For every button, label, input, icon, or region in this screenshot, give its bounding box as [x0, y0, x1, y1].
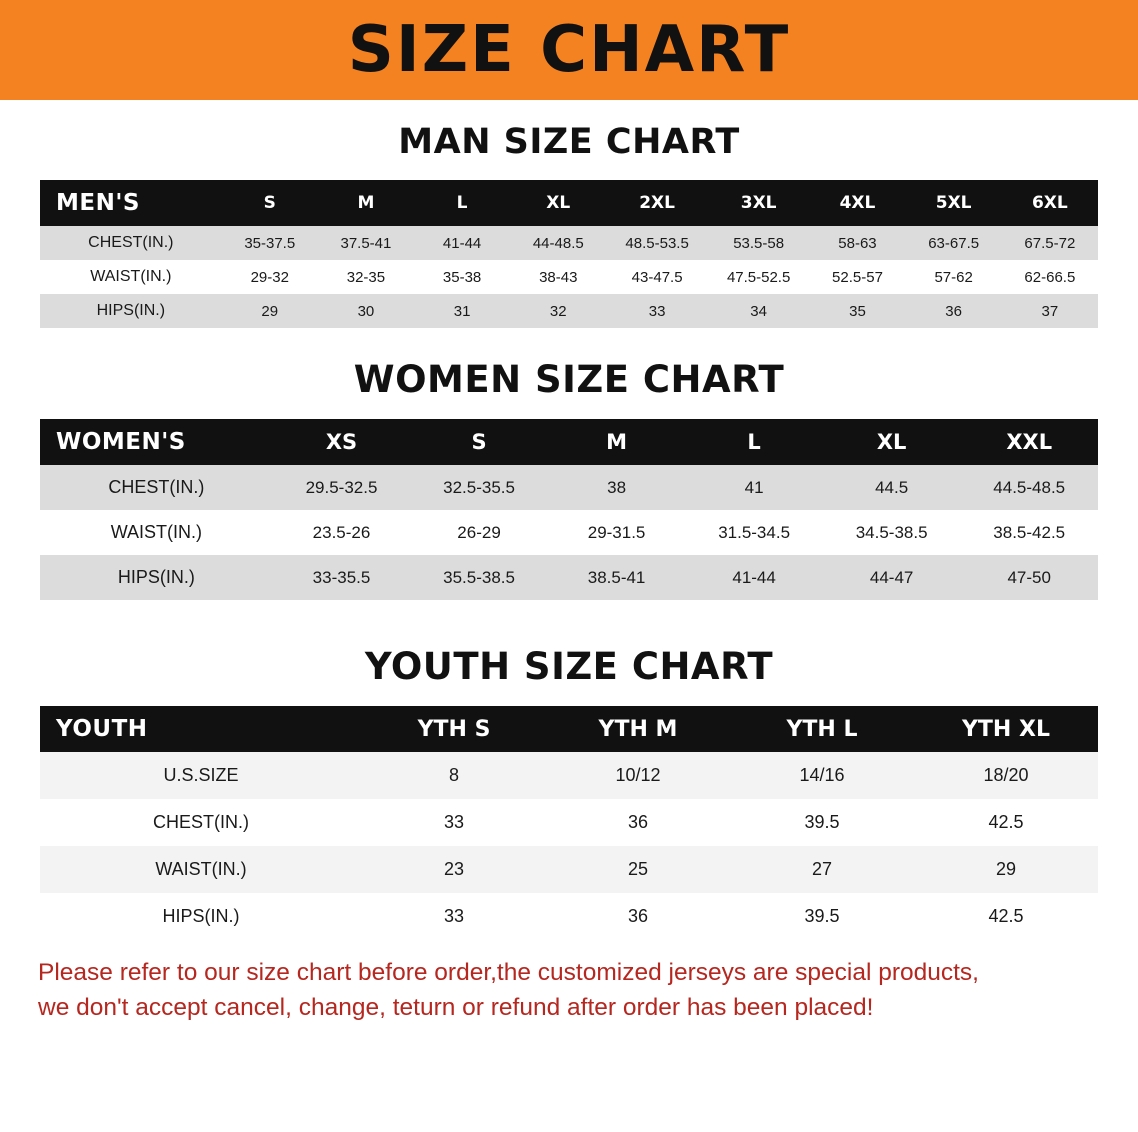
table-cell: 8 — [362, 752, 546, 799]
column-header: 5XL — [906, 180, 1002, 226]
page-banner — [0, 0, 1138, 100]
column-header: YTH L — [730, 706, 914, 752]
table-row — [40, 510, 1098, 555]
women-section-heading: WOMEN SIZE CHART — [353, 358, 785, 401]
table-header-row — [40, 180, 1098, 226]
table-row — [40, 846, 1098, 893]
table-cell: 67.5-72 — [1002, 226, 1098, 260]
table-cell: 32.5-35.5 — [410, 465, 548, 510]
table-cell: 39.5 — [730, 893, 914, 940]
table-cell: 53.5-58 — [708, 226, 810, 260]
table-cell: 35 — [809, 294, 905, 328]
women-size-table — [40, 419, 1098, 600]
youth-table-wrap — [0, 706, 1138, 940]
table-row — [40, 465, 1098, 510]
table-cell: 38.5-41 — [548, 555, 686, 600]
table-cell: 42.5 — [914, 799, 1098, 846]
table-cell: 35-38 — [414, 260, 510, 294]
table-cell: 38.5-42.5 — [960, 510, 1098, 555]
row-label: HIPS(IN.) — [40, 294, 222, 328]
table-cell: 63-67.5 — [906, 226, 1002, 260]
table-cell: 35.5-38.5 — [410, 555, 548, 600]
row-label: WAIST(IN.) — [40, 260, 222, 294]
column-header: M — [318, 180, 414, 226]
column-header: S — [222, 180, 318, 226]
table-row — [40, 260, 1098, 294]
column-header: YTH S — [362, 706, 546, 752]
table-cell: 38 — [548, 465, 686, 510]
policy-note — [0, 956, 1138, 1026]
table-cell: 31 — [414, 294, 510, 328]
table-cell: 26-29 — [410, 510, 548, 555]
table-cell: 18/20 — [914, 752, 1098, 799]
table-cell: 38-43 — [510, 260, 606, 294]
column-header: YTH M — [546, 706, 730, 752]
row-label: WAIST(IN.) — [40, 846, 362, 893]
column-header: S — [410, 419, 548, 465]
table-cell: 23 — [362, 846, 546, 893]
table-cell: 27 — [730, 846, 914, 893]
table-cell: 47-50 — [960, 555, 1098, 600]
table-cell: 47.5-52.5 — [708, 260, 810, 294]
table-cell: 36 — [546, 799, 730, 846]
table-cell: 44.5-48.5 — [960, 465, 1098, 510]
table-cell: 29.5-32.5 — [273, 465, 411, 510]
column-header: YOUTH — [40, 706, 362, 752]
row-label: CHEST(IN.) — [40, 799, 362, 846]
table-cell: 44-47 — [823, 555, 961, 600]
table-row — [40, 893, 1098, 940]
table-cell: 23.5-26 — [273, 510, 411, 555]
table-cell: 32 — [510, 294, 606, 328]
row-label: U.S.SIZE — [40, 752, 362, 799]
man-section-heading: MAN SIZE CHART — [398, 122, 740, 162]
table-cell: 57-62 — [906, 260, 1002, 294]
column-header: 3XL — [708, 180, 810, 226]
table-cell: 31.5-34.5 — [685, 510, 823, 555]
row-label: HIPS(IN.) — [40, 555, 273, 600]
column-header: L — [414, 180, 510, 226]
table-cell: 32-35 — [318, 260, 414, 294]
table-cell: 52.5-57 — [809, 260, 905, 294]
women-table-wrap — [0, 419, 1138, 600]
youth-section-heading: YOUTH SIZE CHART — [364, 645, 774, 688]
column-header: YTH XL — [914, 706, 1098, 752]
table-cell: 41-44 — [414, 226, 510, 260]
table-cell: 41 — [685, 465, 823, 510]
table-cell: 29-32 — [222, 260, 318, 294]
policy-note-line-1: Please refer to our size chart before order,the customized jerseys are special products, — [38, 959, 979, 986]
table-cell: 44-48.5 — [510, 226, 606, 260]
column-header: XXL — [960, 419, 1098, 465]
table-cell: 10/12 — [546, 752, 730, 799]
man-table-wrap — [0, 180, 1138, 328]
table-cell: 48.5-53.5 — [606, 226, 708, 260]
table-cell: 36 — [906, 294, 1002, 328]
table-cell: 58-63 — [809, 226, 905, 260]
table-cell: 25 — [546, 846, 730, 893]
table-row — [40, 294, 1098, 328]
table-row — [40, 226, 1098, 260]
table-cell: 33 — [606, 294, 708, 328]
table-cell: 33 — [362, 799, 546, 846]
table-cell: 43-47.5 — [606, 260, 708, 294]
column-header: 6XL — [1002, 180, 1098, 226]
row-label: CHEST(IN.) — [40, 465, 273, 510]
column-header: 2XL — [606, 180, 708, 226]
table-cell: 29 — [222, 294, 318, 328]
table-cell: 30 — [318, 294, 414, 328]
table-header-row — [40, 706, 1098, 752]
table-cell: 14/16 — [730, 752, 914, 799]
table-cell: 37 — [1002, 294, 1098, 328]
column-header: MEN'S — [40, 180, 222, 226]
table-cell: 29 — [914, 846, 1098, 893]
column-header: XL — [510, 180, 606, 226]
table-cell: 62-66.5 — [1002, 260, 1098, 294]
youth-size-table — [40, 706, 1098, 940]
table-cell: 33-35.5 — [273, 555, 411, 600]
table-cell: 39.5 — [730, 799, 914, 846]
table-cell: 33 — [362, 893, 546, 940]
table-cell: 44.5 — [823, 465, 961, 510]
table-row — [40, 799, 1098, 846]
column-header: XS — [273, 419, 411, 465]
table-cell: 41-44 — [685, 555, 823, 600]
table-row — [40, 555, 1098, 600]
column-header: L — [685, 419, 823, 465]
page-title: SIZE CHART — [347, 13, 791, 87]
table-cell: 36 — [546, 893, 730, 940]
man-size-table — [40, 180, 1098, 328]
table-header-row — [40, 419, 1098, 465]
table-cell: 42.5 — [914, 893, 1098, 940]
table-cell: 37.5-41 — [318, 226, 414, 260]
column-header: XL — [823, 419, 961, 465]
table-cell: 34 — [708, 294, 810, 328]
row-label: HIPS(IN.) — [40, 893, 362, 940]
row-label: WAIST(IN.) — [40, 510, 273, 555]
table-row — [40, 752, 1098, 799]
column-header: WOMEN'S — [40, 419, 273, 465]
table-cell: 29-31.5 — [548, 510, 686, 555]
policy-note-line-2: we don't accept cancel, change, teturn or refund after order has been placed! — [38, 993, 874, 1021]
column-header: 4XL — [809, 180, 905, 226]
table-cell: 35-37.5 — [222, 226, 318, 260]
column-header: M — [548, 419, 686, 465]
row-label: CHEST(IN.) — [40, 226, 222, 260]
table-cell: 34.5-38.5 — [823, 510, 961, 555]
